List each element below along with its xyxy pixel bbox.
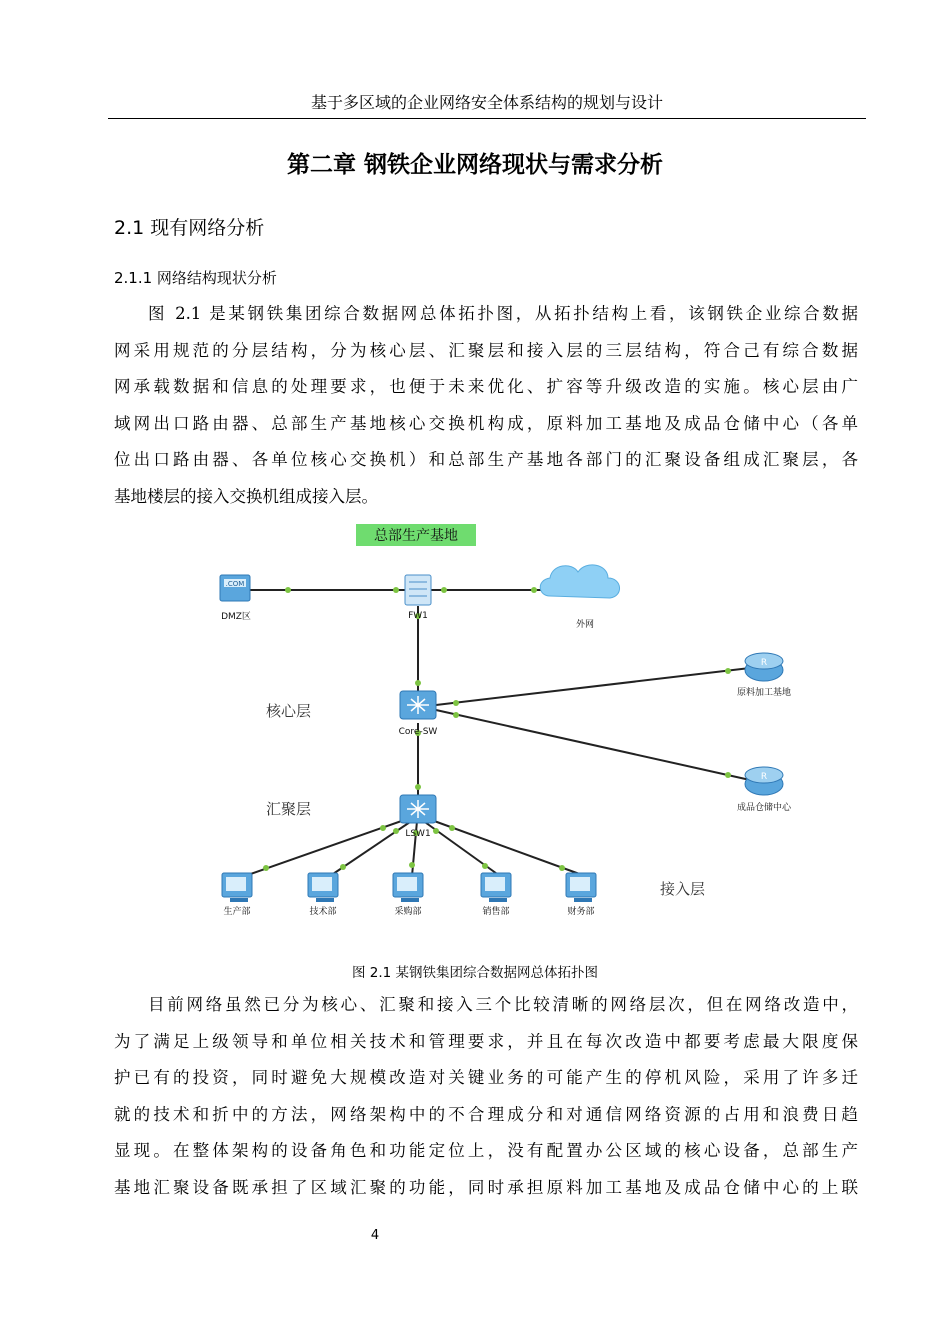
figure-caption: 图 2.1 某钢铁集团综合数据网总体拓扑图	[351, 965, 599, 981]
port-dot	[415, 784, 421, 790]
dmz-icon-text: .COM	[225, 580, 245, 588]
section-title: 2.1 现有网络分析	[114, 217, 265, 239]
port-dot	[393, 587, 399, 593]
paragraph-line: 目前网络虽然已分为核心、汇聚和接入三个比较清晰的网络层次，但在网络改造中，	[148, 995, 858, 1014]
paragraph-line: 就的技术和折中的方法，网络架构中的不合理成分和对通信网络资源的占用和浪费日趋	[114, 1104, 858, 1124]
paragraph-line: 网采用规范的分层结构，分为核心层、汇聚层和接入层的三层结构，符合己有综合数据	[114, 340, 858, 360]
access-layer-label: 接入层	[660, 880, 706, 898]
chapter-title: 第二章 钢铁企业网络现状与需求分析	[286, 152, 663, 178]
subsection-title: 2.1.1 网络结构现状分析	[114, 269, 277, 287]
port-dot	[340, 864, 346, 870]
port-dot	[531, 587, 537, 593]
network-topology-diagram	[200, 518, 850, 928]
lsw-switch-icon	[400, 795, 436, 823]
paragraph-1	[114, 296, 858, 515]
port-dot	[725, 668, 731, 674]
pc-label: 财务部	[567, 907, 595, 917]
paragraph-line: 显现。在整体架构的设备角色和功能定位上，没有配置办公区域的核心设备，总部生产	[114, 1141, 858, 1160]
paragraph-line: 为了满足上级领导和单位相关技术和管理要求，并且在每次改造中都要考虑最大限度保	[114, 1031, 858, 1051]
port-dot	[559, 865, 565, 871]
paragraph-line: 图 2.1 是某钢铁集团综合数据网总体拓扑图，从拓扑结构上看，该钢铁企业综合数据	[148, 304, 858, 323]
port-dot	[453, 700, 459, 706]
pc-label: 生产部	[223, 907, 251, 917]
port-dot	[393, 828, 399, 834]
port-dot	[482, 863, 488, 869]
paragraph-2	[114, 987, 858, 1206]
core-label: Core-SW	[398, 727, 438, 737]
router-icon	[745, 653, 783, 681]
core-layer-label: 核心层	[266, 702, 312, 720]
port-markers	[263, 587, 731, 871]
paragraph-line: 位出口路由器、各单位核心交换机）和总部生产基地各部门的汇聚设备组成汇聚层，各	[114, 450, 858, 469]
router-icon	[745, 767, 783, 795]
pc-icon	[308, 873, 338, 902]
port-dot	[380, 825, 386, 831]
firewall-icon	[405, 575, 431, 605]
pc-icon	[393, 873, 423, 902]
link-core-raw	[436, 668, 750, 705]
lsw-label: LSW1	[405, 829, 431, 839]
link-lsw-pc4	[422, 820, 500, 876]
core-switch-icon	[400, 691, 436, 719]
port-dot	[415, 680, 421, 686]
port-dot	[453, 712, 459, 718]
pc-icon	[481, 873, 511, 902]
port-dot	[285, 587, 291, 593]
fw-label: FW1	[408, 611, 428, 621]
paragraph-line: 基地汇聚设备既承担了区域汇聚的功能，同时承担原料加工基地及成品仓储中心的上联	[114, 1177, 858, 1197]
pc-icon	[222, 873, 252, 902]
page-number: 4	[370, 1228, 380, 1243]
port-dot	[725, 772, 731, 778]
pc-label: 技术部	[309, 907, 337, 917]
paragraph-line: 域网出口路由器、总部生产基地核心交换机构成，原料加工基地及成品仓储中心（各单	[114, 413, 858, 433]
title-badge-label: 总部生产基地	[374, 528, 458, 544]
cloud-icon	[540, 565, 619, 598]
links	[245, 590, 750, 876]
dmz-server-icon	[220, 575, 250, 601]
port-dot	[263, 865, 269, 871]
paragraph-line: 护已有的投资，同时避免大规模改造对关键业务的可能产生的停机风险，采用了许多迁	[114, 1068, 858, 1087]
port-dot	[433, 828, 439, 834]
port-dot	[449, 825, 455, 831]
pc-label: 采购部	[394, 907, 422, 917]
running-header: 基于多区域的企业网络安全体系结构的规划与设计	[108, 90, 866, 119]
internet-label: 外网	[575, 620, 595, 630]
pc-icon	[566, 873, 596, 902]
dmz-label: DMZ区	[221, 612, 251, 622]
paragraph-line: 基地楼层的接入交换机组成接入层。	[114, 486, 378, 506]
raw-base-label: 原料加工基地	[736, 688, 792, 698]
paragraph-line: 网承载数据和信息的处理要求，也便于未来优化、扩容等升级改造的实施。核心层由广	[114, 377, 858, 396]
aggregation-layer-label: 汇聚层	[266, 800, 312, 818]
router-glyph: R	[760, 772, 768, 782]
router-glyph: R	[760, 658, 768, 668]
pc-label: 销售部	[482, 907, 510, 917]
warehouse-label: 成品仓储中心	[736, 803, 792, 813]
link-core-warehouse	[436, 710, 750, 780]
port-dot	[441, 587, 447, 593]
port-dot	[409, 862, 415, 868]
